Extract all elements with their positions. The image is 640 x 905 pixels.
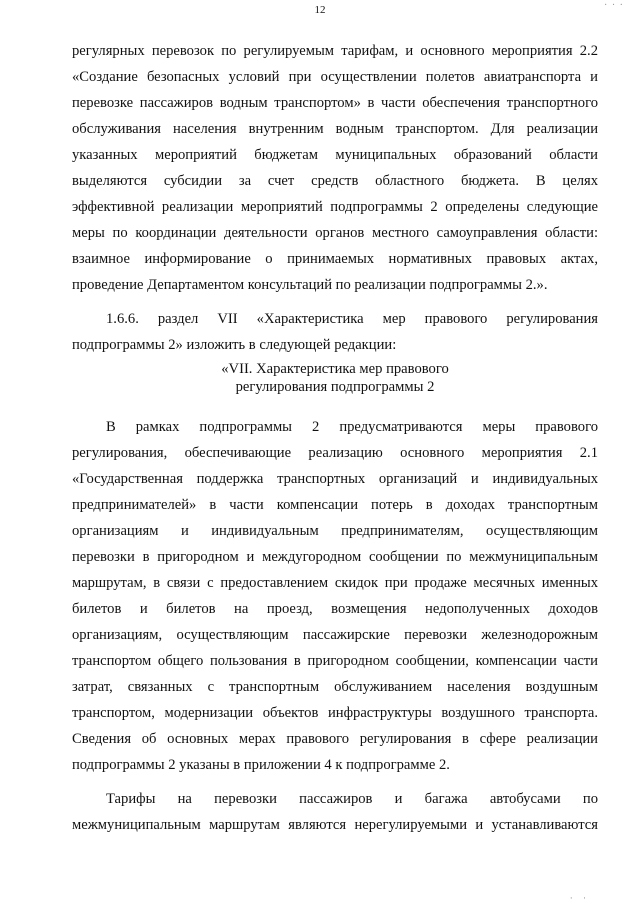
text-line: билетов и билетов на проезд, возмещения недополученных доходов	[72, 601, 598, 617]
text-line: регулирования, обеспечивающие реализацию основного мероприятия 2.1	[72, 445, 598, 461]
text-line: регулярных перевозок по регулируемым тарифам, и основного мероприятия 2.2	[72, 43, 598, 59]
text-line: эффективной реализации мероприятий подпрограммы 2 определены следующие	[72, 199, 598, 215]
text-line: указанных мероприятий бюджетам муниципальных образований области	[72, 147, 598, 163]
text-line: «Создание безопасных условий при осуществлении полетов авиатранспорта и	[72, 69, 598, 85]
text-line: транспортом, модернизации объектов инфраструктуры воздушного транспорта.	[72, 705, 598, 721]
text-line: перевозке пассажиров водным транспортом» в части обеспечения транспортного	[72, 95, 598, 111]
text-line: меры по координации деятельности органов местного самоуправления области:	[72, 225, 598, 241]
corner-mark: · · ·	[604, 0, 624, 11]
text-line: обслуживания населения внутренним водным транспортом. Для реализации	[72, 121, 598, 137]
text-line: В рамках подпрограммы 2 предусматриваются меры правового	[106, 419, 598, 435]
corner-mark-bottom: · ·	[569, 893, 590, 903]
section-heading-line: «VII. Характеристика мер правового	[221, 361, 449, 377]
text-line: взаимное информирование о принимаемых нормативных правовых актах,	[72, 251, 598, 267]
text-line: выделяются субсидии за счет средств областного бюджета. В целях	[72, 173, 598, 189]
text-line: «Государственная поддержка транспортных организаций и индивидуальных	[72, 471, 598, 487]
text-line: подпрограммы 2» изложить в следующей редакции:	[72, 337, 397, 353]
text-line: маршрутам, в связи с предоставлением скидок при продаже месячных именных	[72, 575, 598, 591]
page-number: 12	[314, 4, 326, 16]
text-line: затрат, связанных с транспортным обслуживанием населения воздушным	[72, 679, 598, 695]
text-line: предпринимателей» в части компенсации потерь в доходах транспортным	[72, 497, 598, 513]
section-heading-line: регулирования подпрограммы 2	[235, 379, 435, 395]
text-line: организациям, осуществляющим пассажирские перевозки железнодорожным	[72, 627, 598, 643]
text-line: 1.6.6. раздел VII «Характеристика мер правового регулирования	[106, 311, 598, 327]
text-line: межмуниципальным маршрутам являются нерегулируемыми и устанавливаются	[72, 817, 598, 833]
text-line: подпрограммы 2 указаны в приложении 4 к подпрограмме 2.	[72, 757, 450, 773]
text-line: транспортом общего пользования в пригородном сообщении, компенсации части	[72, 653, 598, 669]
text-line: перевозки в пригородном и междугородном сообщении по межмуниципальным	[72, 549, 598, 565]
text-line: Сведения об основных мерах правового регулирования в сфере реализации	[72, 731, 598, 747]
text-line: проведение Департаментом консультаций по реализации подпрограммы 2.».	[72, 277, 548, 293]
text-line: Тарифы на перевозки пассажиров и багажа автобусами по	[106, 791, 598, 807]
text-line: организациям и индивидуальным предпринимателям, осуществляющим	[72, 523, 598, 539]
